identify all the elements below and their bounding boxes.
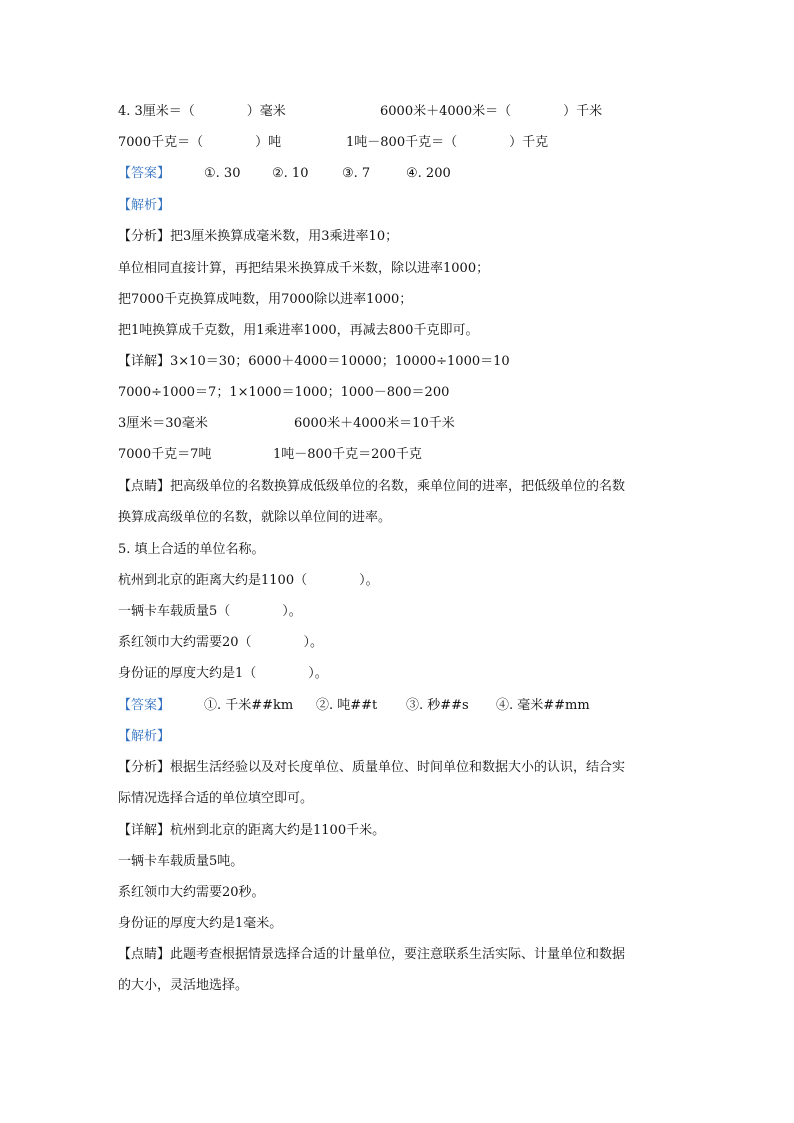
q5-xiangjie-line: 一辆卡车载质量5吨。 [118, 854, 244, 869]
q5-dianjing-text: 此题考查根据情景选择合适的计量单位，要注意联系生活实际、计量单位和数据 [170, 947, 626, 962]
q4-dianjing-tag: 【点睛】 [118, 479, 171, 494]
q4-fenxi [118, 229, 398, 245]
q5-answer-3: ③. 秒##s [406, 698, 469, 713]
q4-answer-4: ④. 200 [406, 166, 451, 181]
q4-line1-right: 6000米＋4000米＝（ ）千米 [380, 104, 603, 119]
q5-dianjing-tag: 【点睛】 [118, 947, 171, 962]
q5-xiangjie-line: 系红领巾大约需要20秒。 [118, 885, 265, 900]
q5-xiangjie-line: 身份证的厚度大约是1毫米。 [118, 916, 283, 931]
q5-item: 杭州到北京的距离大约是1100（ ）。 [118, 573, 379, 588]
q4-line2-right: 1吨－800千克＝（ ）千克 [346, 135, 549, 150]
q4-fenxi-line: 单位相同直接计算，再把结果米换算成千米数，除以进率1000； [118, 261, 490, 276]
q5-answer-tag: 【答案】 [118, 698, 171, 713]
q4-dianjing [118, 479, 625, 495]
q5-fenxi-text: 根据生活经验以及对长度单位、质量单位、时间单位和数据大小的认识，结合实 [170, 760, 626, 775]
q5-xiangjie-text: 杭州到北京的距离大约是1100千米。 [170, 823, 386, 838]
q4-fenxi-line: 把7000千克换算成吨数，用7000除以进率1000； [118, 292, 413, 307]
q5-item: 系红领巾大约需要20（ ）。 [118, 635, 324, 650]
q4-dianjing-text: 把高级单位的名数换算成低级单位的名数，乘单位间的进率，把低级单位的名数 [170, 479, 626, 494]
q4-answer-2: ②. 10 [272, 166, 309, 181]
q4-xiangjie [118, 354, 510, 370]
q5-fenxi-tag: 【分析】 [118, 760, 171, 775]
q5-item: 一辆卡车载质量5（ ）。 [118, 604, 302, 619]
q5-answer-1: ①. 千米##km [204, 698, 294, 713]
q4-result-1a: 3厘米＝30毫米 [118, 416, 208, 431]
q4-fenxi-line: 把1吨换算成千克数，用1乘进率1000，再减去800千克即可。 [118, 323, 479, 338]
q5-analysis-tag: 【解析】 [118, 729, 171, 744]
q4-xiangjie-tag: 【详解】 [118, 354, 171, 369]
q5-xiangjie-tag: 【详解】 [118, 823, 171, 838]
q4-xiangjie-line2: 7000÷1000＝7；1×1000＝1000；1000－800＝200 [118, 385, 450, 400]
q5-answer-2: ②. 吨##t [316, 698, 378, 713]
q5-dianjing-line2: 的大小，灵活地选择。 [118, 978, 249, 993]
q4-fenxi-text: 把3厘米换算成毫米数，用3乘进率10； [170, 229, 399, 244]
q4-line2-left: 7000千克＝（ ）吨 [118, 135, 282, 150]
q4-dianjing-line2: 换算成高级单位的名数，就除以单位间的进率。 [118, 510, 392, 525]
q4-xiangjie-text: 3×10＝30；6000＋4000＝10000；10000÷1000＝10 [170, 354, 510, 369]
q4-result-2a: 7000千克＝7吨 [118, 447, 212, 462]
q4-line1-left: 4. 3厘米＝（ ）毫米 [118, 104, 286, 119]
q5-title: 5. 填上合适的单位名称。 [118, 542, 265, 557]
q5-fenxi [118, 760, 625, 776]
q4-result-1b: 6000米＋4000米＝10千米 [294, 416, 455, 431]
q4-answer-tag: 【答案】 [118, 166, 171, 181]
q4-answer-3: ③. 7 [342, 166, 371, 181]
q5-dianjing [118, 947, 625, 963]
q4-result-2b: 1吨－800千克＝200千克 [273, 447, 422, 462]
q5-fenxi-line2: 际情况选择合适的单位填空即可。 [118, 791, 314, 806]
q4-answer-1: ①. 30 [204, 166, 241, 181]
q5-xiangjie [118, 823, 385, 839]
q4-fenxi-tag: 【分析】 [118, 229, 171, 244]
q5-answer-4: ④. 毫米##mm [496, 698, 590, 713]
q4-analysis-tag: 【解析】 [118, 198, 171, 213]
q5-item: 身份证的厚度大约是1（ ）。 [118, 666, 328, 681]
